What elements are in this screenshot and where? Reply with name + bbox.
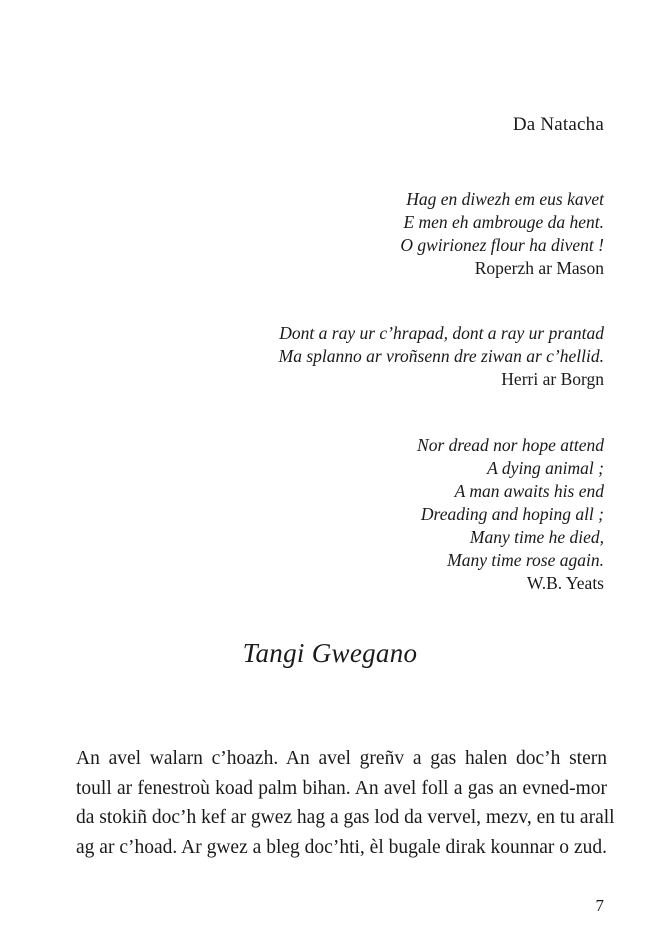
epigraph-3 [417, 434, 604, 595]
epigraph-author: W.B. Yeats [526, 573, 604, 593]
story-title: Tangi Gwegano [242, 638, 418, 668]
epigraph-line: Many time rose again. [447, 550, 604, 570]
epigraph-2 [279, 322, 604, 391]
epigraph-line: Nor dread nor hope attend [417, 435, 604, 455]
epigraph-1 [400, 188, 604, 280]
epigraph-line: A man awaits his end [454, 481, 604, 501]
page-number: 7 [595, 896, 604, 915]
epigraph-author: Herri ar Borgn [501, 369, 604, 389]
epigraph-line: Hag en diwezh em eus kavet [406, 189, 604, 209]
epigraph-line: A dying animal ; [487, 458, 604, 478]
body-line: An avel walarn c’hoazh. An avel greñv a gas halen doc’h stern [76, 748, 607, 769]
epigraph-line: Dont a ray ur c’hrapad, dont a ray ur prantad [279, 323, 604, 343]
epigraph-line: O gwirionez flour ha divent ! [400, 235, 604, 255]
epigraph-line: Many time he died, [469, 527, 604, 547]
epigraph-author: Roperzh ar Mason [474, 258, 604, 278]
dedication: Da Natacha [512, 114, 604, 135]
body-line: toull ar fenestroù koad palm bihan. An avel foll a gas an evned-mor [76, 777, 607, 799]
epigraph-line: E men eh ambrouge da hent. [403, 212, 604, 232]
body-line: da stokiñ doc’h kef ar gwez hag a gas lod da vervel, mezv, en tu arall [76, 807, 615, 828]
body-paragraph [76, 744, 615, 862]
epigraph-line: Ma splanno ar vroñsenn dre ziwan ar c’hellid. [278, 346, 604, 366]
body-line: ag ar c’hoad. Ar gwez a bleg doc’hti, èl bugale dirak kounnar o zud. [76, 836, 607, 858]
epigraph-line: Dreading and hoping all ; [420, 504, 604, 524]
